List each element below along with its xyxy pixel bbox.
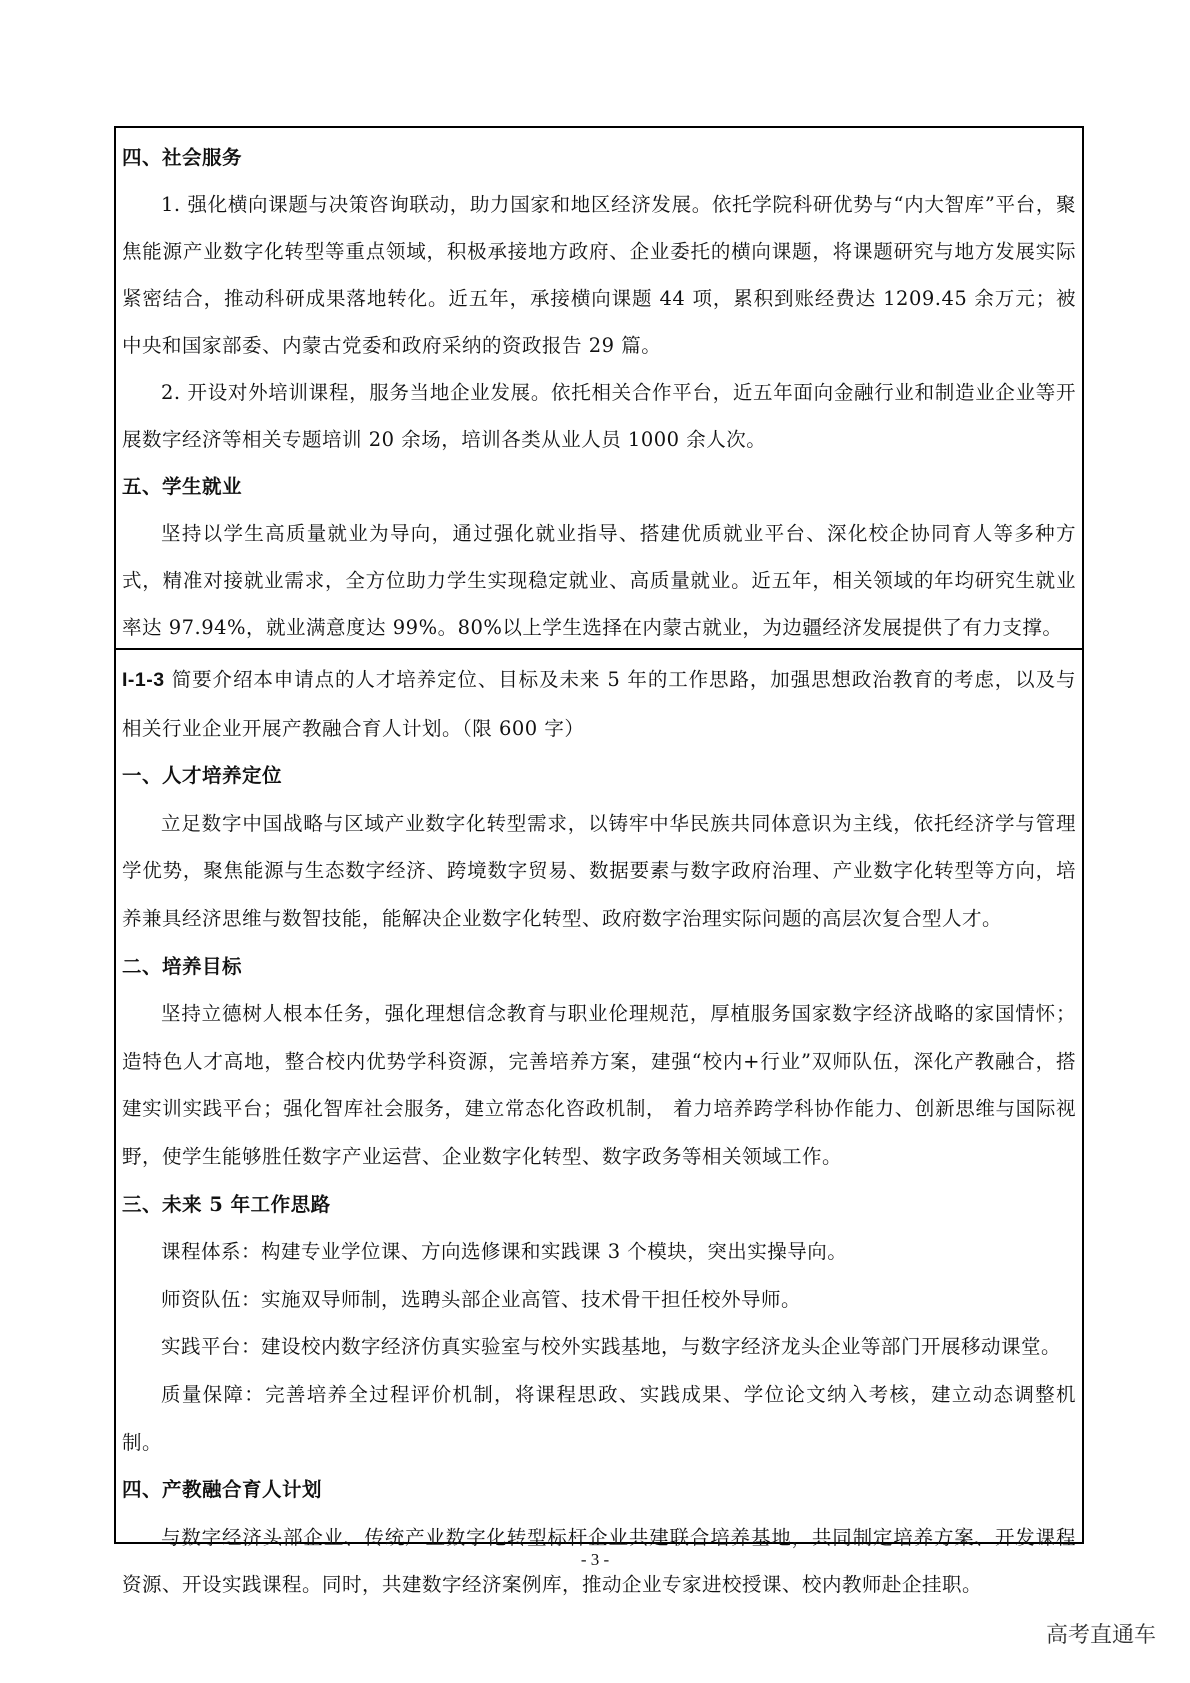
paragraph-social-1: 1. 强化横向课题与决策咨询联动，助力国家和地区经济发展。依托学院科研优势与“内大智库”平台，聚焦能源产业数字化转型等重点领域，积极承接地方政府、企业委托的横向课题，将课题研究与地方发展实际紧密结合，推动科研成果落地转化。近五年，承接横向课题 44 项，累积到账经费达 1209.45 余万元；被中央和国家部委、内蒙古党委和政府采纳的资政报告 29 篇。: [122, 193, 1076, 357]
paragraph-social-2: 2. 开设对外培训课程，服务当地企业发展。依托相关合作平台，近五年面向金融行业和制造业企业等开展数字经济等相关专题培训 20 余场，培训各类从业人员 1000 余人次。: [122, 381, 1076, 451]
paragraph-positioning: 立足数字中国战略与区域产业数字化转型需求，以铸牢中华民族共同体意识为主线，依托经济学与管理学优势，聚焦能源与生态数字经济、跨境数字贸易、数据要素与数字政府治理、产业数字化转型等方向，培养兼具经济思维与数智技能，能解决企业数字化转型、政府数字治理实际问题的高层次复合型人才。: [122, 811, 1076, 930]
paragraph-goals: 坚持立德树人根本任务，强化理想信念教育与职业伦理规范，厚植服务国家数字经济战略的家国情怀；造特色人才高地，整合校内优势学科资源，完善培养方案，建强“校内+行业”双师队伍，深化产教融合，搭建实训实践平台；强化智库社会服务，建立常态化咨政机制， 着力培养跨学科协作能力、创新思维与国际视野，使学生能够胜任数字产业运营、企业数字化转型、数字政务等相关领域工作。: [122, 1002, 1076, 1168]
question-text: 简要介绍本申请点的人才培养定位、目标及未来 5 年的工作思路，加强思想政治教育的考虑，以及与相关行业企业开展产教融合育人计划。（限 600 字）: [122, 668, 1076, 740]
heading-employment: 五、学生就业: [122, 475, 243, 498]
question-prompt: [122, 656, 1076, 752]
plan-item-quality: 质量保障：完善培养全过程评价机制，将课程思政、实践成果、学位论文纳入考核，建立动态调整机制。: [122, 1382, 1076, 1454]
plan-item-faculty: 师资队伍：实施双导师制，选聘头部企业高管、技术骨干担任校外导师。: [161, 1287, 802, 1311]
heading-plan: 三、未来 5 年工作思路: [122, 1192, 331, 1216]
heading-goals: 二、培养目标: [122, 954, 243, 978]
watermark-text: 高考直通车: [1045, 1623, 1156, 1648]
paragraph-employment: 坚持以学生高质量就业为导向，通过强化就业指导、搭建优质就业平台、深化校企协同育人等多种方式，精准对接就业需求，全方位助力学生实现稳定就业、高质量就业。近五年，相关领域的年均研究生就业率达 97.94%，就业满意度达 99%。80%以上学生选择在内蒙古就业，为边疆经济发展提供了有力支撑。: [122, 522, 1076, 639]
paragraph-integration: 与数字经济头部企业、传统产业数字化转型标杆企业共建联合培养基地，共同制定培养方案、开发课程资源、开设实践课程。同时，共建数字经济案例库，推动企业专家进校授课、校内教师赴企挂职。: [122, 1525, 1076, 1597]
heading-positioning: 一、人才培养定位: [122, 764, 283, 788]
section-box-bottom: [114, 648, 1084, 1597]
heading-integration: 四、产教融合育人计划: [122, 1478, 323, 1502]
plan-item-curriculum: 课程体系：构建专业学位课、方向选修课和实践课 3 个模块，突出实操导向。: [161, 1240, 848, 1264]
plan-item-practice: 实践平台：建设校内数字经济仿真实验室与校外实践基地，与数字经济龙头企业等部门开展移动课堂。: [161, 1335, 1062, 1359]
question-code: I-1-3: [122, 669, 165, 691]
section-box-top: [114, 126, 1084, 650]
heading-social-service: 四、社会服务: [122, 146, 243, 169]
page-number: - 3 -: [580, 1550, 610, 1569]
